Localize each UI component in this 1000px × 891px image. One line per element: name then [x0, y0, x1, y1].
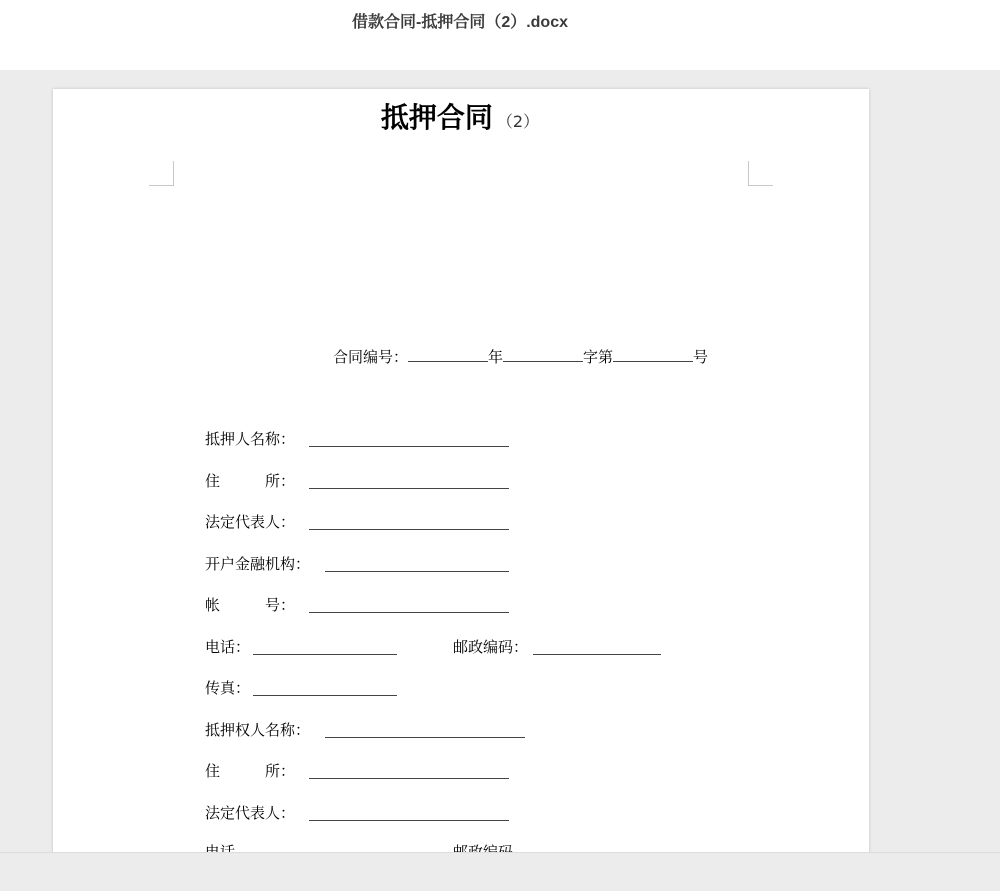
document-title: 借款合同-抵押合同（2）.docx: [351, 14, 569, 31]
number-label: 号: [693, 348, 709, 366]
heading-suffix: （2）: [496, 112, 540, 131]
title-bar: [0, 0, 1000, 70]
margin-corner-top-right: [748, 161, 773, 186]
year-blank: [408, 345, 488, 362]
field-address-1: [205, 471, 295, 491]
contract-number-line: [333, 345, 708, 367]
field-label: 帐 号：: [205, 596, 296, 614]
field-label: 住 所：: [205, 762, 296, 780]
field-label: 传真：: [205, 679, 251, 697]
field-address-2: [205, 761, 295, 781]
contract-number-label: 合同编号：: [333, 348, 409, 366]
legal-rep-1-blank: [309, 513, 509, 530]
bank-blank: [325, 555, 509, 572]
field-pledgee-name: [205, 720, 310, 740]
fax-blank: [253, 679, 397, 696]
field-label: 抵押人名称：: [205, 430, 296, 448]
heading-title: 抵押合同: [380, 101, 493, 134]
margin-corner-top-left: [149, 161, 174, 186]
field-label: 住 所：: [205, 472, 296, 490]
field-phone-1: [205, 637, 250, 657]
field-label: 抵押权人名称：: [205, 721, 311, 739]
field-label: 法定代表人：: [205, 513, 296, 531]
field-account: [205, 595, 295, 615]
pledgee-name-blank: [325, 721, 525, 738]
field-label: 开户金融机构：: [205, 555, 311, 573]
contract-heading: [0, 96, 920, 136]
field-legal-rep-1: [205, 512, 295, 532]
field-pledgor-name: [205, 429, 295, 449]
word-blank: [503, 345, 583, 362]
pledgor-name-blank: [309, 430, 509, 447]
address-2-blank: [309, 762, 509, 779]
account-blank: [309, 596, 509, 613]
field-label: 电话：: [205, 638, 251, 656]
field-legal-rep-2: [205, 803, 295, 823]
field-postcode-1: [453, 637, 528, 657]
legal-rep-2-blank: [309, 804, 509, 821]
field-label: 邮政编码：: [453, 638, 529, 656]
postcode-1-blank: [533, 638, 661, 655]
bottom-bar: [0, 852, 1000, 891]
field-label: 法定代表人：: [205, 804, 296, 822]
field-fax: [205, 678, 250, 698]
year-label: 年: [488, 348, 504, 366]
address-1-blank: [309, 472, 509, 489]
field-bank: [205, 554, 310, 574]
word-label: 字第: [583, 348, 614, 366]
number-blank: [613, 345, 693, 362]
phone-1-blank: [253, 638, 397, 655]
